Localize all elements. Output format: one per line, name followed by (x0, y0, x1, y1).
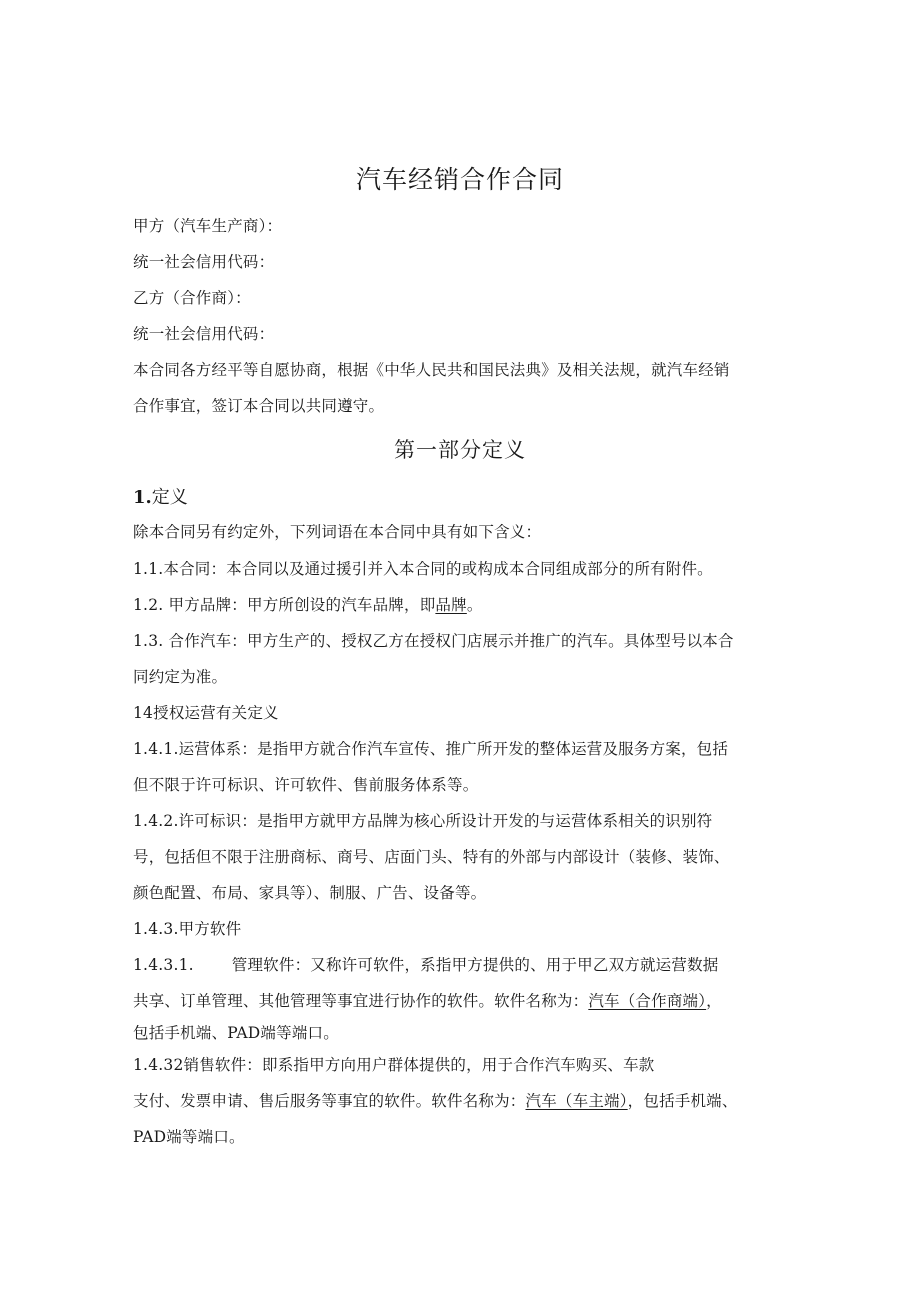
clause-1-4-3: 1.4.3.甲方软件 (133, 920, 242, 938)
clause-1-1: 1.1.本合同：本合同以及通过援引并入本合同的或构成本合同组成部分的所有附件。 (133, 560, 713, 578)
clause-1-4-3-1-text: 管理软件：又称许可软件，系指甲方提供的、用于甲乙双方就运营数据 (231, 956, 719, 974)
clause-1-4-1-line-2: 但不限于许可标识、许可软件、售前服务体系等。 (133, 776, 479, 794)
definitions-heading-text: 定义 (151, 487, 188, 508)
clause-1-4: 14授权运营有关定义 (133, 704, 279, 722)
contract-title: 汽车经销合作合同 (355, 165, 564, 194)
clause-1-4-3-1-number: 1.4.3.1. (133, 956, 194, 974)
preamble-line-1: 本合同各方经平等自愿协商，根据《中华人民共和国民法典》及相关法规，就汽车经销 (133, 361, 730, 379)
clause-1-4-3-2-line-1: 1.4.32销售软件：即系指甲方向用户群体提供的，用于合作汽车购买、车款 (133, 1056, 655, 1074)
clause-1-4-3-1-punct: ， (706, 992, 722, 1010)
brand-name-blank: 品牌 (435, 596, 467, 614)
clause-1-4-2-line-3: 颜色配置、布局、家具等）、制服、广告、设备等。 (133, 884, 487, 902)
clause-1-4-2-line-1: 1.4.2.许可标识：是指甲方就甲方品牌为核心所设计开发的与运营体系相关的识别符 (133, 812, 713, 830)
clause-1-4-3-1-text-2: 共享、订单管理、其他管理等事宜进行协作的软件。软件名称为： (133, 992, 589, 1010)
clause-1-4-3-2-line-2 (133, 1091, 738, 1111)
clause-1-4-3-1-line-2 (133, 991, 722, 1011)
definitions-intro: 除本合同另有约定外，下列词语在本合同中具有如下含义： (133, 523, 542, 541)
clause-1-4-3-2-text-end: ，包括手机端、 (627, 1092, 738, 1110)
clause-1-4-3-2-line-3: PAD端等端口。 (133, 1128, 245, 1146)
party-a-label: 甲方（汽车生产商）： (133, 217, 283, 235)
clause-1-4-2-line-2: 号，包括但不限于注册商标、商号、店面门头、特有的外部与内部设计（装修、装饰、 (133, 848, 730, 866)
clause-1-2-end: 。 (466, 596, 483, 614)
sales-software-name: 汽车（车主端） (525, 1092, 628, 1110)
definitions-heading-number: 1. (133, 487, 152, 508)
clause-1-2-text: 1.2. 甲方品牌：甲方所创设的汽车品牌，即 (133, 596, 436, 614)
clause-1-4-1-line-1: 1.4.1.运营体系：是指甲方就合作汽车宣传、推广所开发的整体运营及服务方案，包括 (133, 740, 729, 758)
party-b-credit-code: 统一社会信用代码： (133, 325, 275, 343)
definitions-heading (133, 486, 188, 510)
clause-1-3-line-1: 1.3. 合作汽车：甲方生产的、授权乙方在授权门店展示并推广的汽车。具体型号以本合 (133, 632, 734, 650)
part-heading: 第一部分定义 (394, 438, 526, 462)
clause-1-4-3-1-line-1 (133, 955, 718, 975)
party-a-credit-code: 统一社会信用代码： (133, 253, 275, 271)
clause-1-3-line-2: 同约定为准。 (133, 668, 228, 686)
clause-1-4-3-1-line-3: 包括手机端、PAD端等端口。 (133, 1024, 339, 1042)
party-b-label: 乙方（合作商）： (133, 289, 251, 307)
clause-1-2 (133, 595, 483, 615)
clause-1-4-3-2-text: 支付、发票申请、售后服务等事宜的软件。软件名称为： (133, 1092, 526, 1110)
preamble-line-2: 合作事宜，签订本合同以共同遵守。 (133, 397, 385, 415)
management-software-name: 汽车（合作商端） (588, 992, 707, 1010)
